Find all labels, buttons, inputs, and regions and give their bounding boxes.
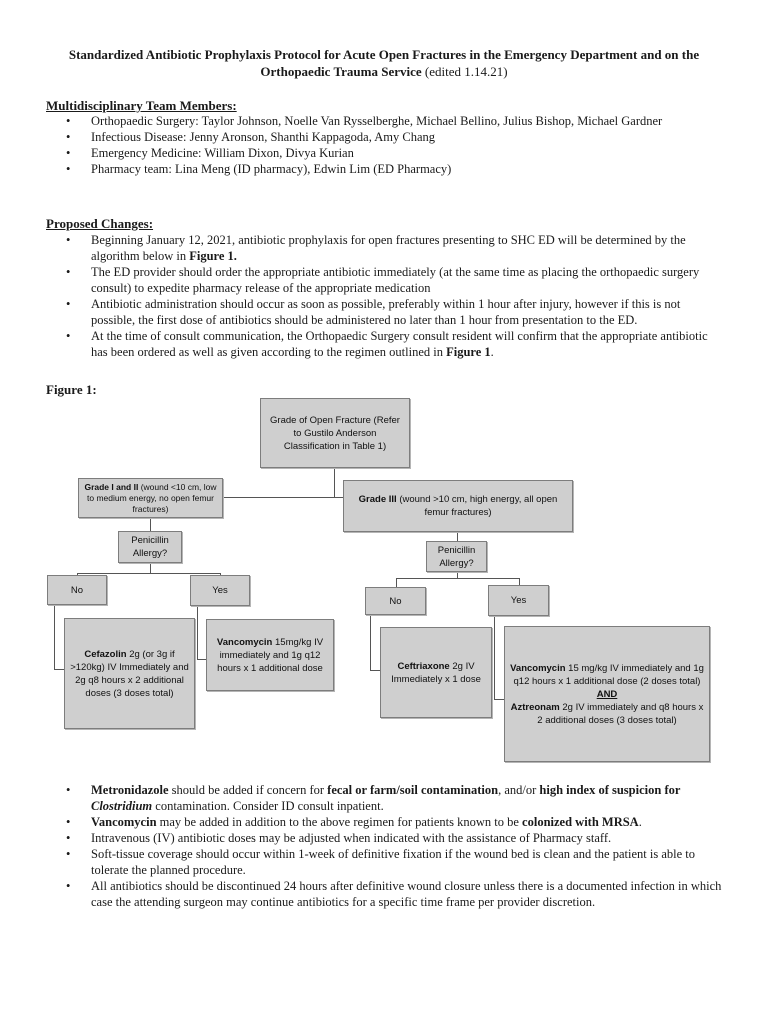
yes-right-box (488, 585, 549, 616)
list-item: • All antibiotics should be discontinued 24 hours after definitive wound closure unless there is a documented infection in which case the attending surgeon may continue antibiotics for a specific time frame per provider discretion. (46, 878, 726, 910)
team-heading: Multidisciplinary Team Members: (46, 98, 237, 113)
text-span: , and/or (498, 783, 540, 797)
emphasis-text: high index of suspicion for (539, 783, 681, 797)
grade-1-2-box (78, 478, 223, 518)
text-span: . (638, 815, 642, 829)
list-item: • Antibiotic administration should occur as soon as possible, preferably within 1 hour after injury, however if this is not possible, the first dose of antibiotics should be administered no later than 1 hour from presentation to the ED. (46, 296, 726, 328)
connector-line (150, 563, 151, 573)
penicillin-allergy-left-box (118, 531, 182, 563)
drug-name: Cefazolin (84, 648, 127, 660)
dosing-text: 2g IV immediately and q8 hours x 2 additional doses (3 doses total) (537, 701, 704, 726)
yes-left-box (190, 575, 250, 606)
figure-reference: Figure 1 (446, 345, 491, 359)
document-title (40, 46, 728, 80)
box-text: Penicillin Allergy? (131, 535, 169, 559)
list-item: • Soft-tissue coverage should occur within 1-week of definitive fixation if the wound bed is clean and the patient is able to tolerate the planned procedure. (46, 846, 726, 878)
grade-3-box (343, 480, 573, 532)
list-item (46, 328, 726, 360)
dosing-text: 2g (or 3g if >120kg) IV Immediately and 2g q8 hours x 2 additional doses (3 doses total) (70, 648, 189, 699)
grade-label: Grade I and II (84, 481, 139, 492)
and-connector: AND (596, 688, 618, 700)
title-edit-date: (edited 1.14.21) (421, 64, 508, 79)
list-item: • Emergency Medicine: William Dixon, Divya Kurian (46, 145, 726, 161)
emphasis-text: colonized with MRSA (522, 815, 639, 829)
title-bold: Standardized Antibiotic Prophylaxis Protocol for Acute Open Fractures in the Emergency Department and on the Orthopaedic Trauma Service (68, 47, 700, 79)
connector-line (54, 669, 64, 670)
dosing-text: 15 mg/kg IV immediately and 1g q12 hours x 1 additional dose (2 doses total) (513, 662, 704, 687)
drug-name: Vancomycin (510, 662, 566, 674)
box-text: Yes (212, 585, 228, 596)
drug-name: Vancomycin (216, 636, 273, 648)
dosing-text: 2g IV Immediately x 1 dose (391, 660, 481, 685)
box-text: Grade of Open Fracture (Refer to Gustilo Anderson Classification in Table 1) (270, 414, 400, 452)
list-item (46, 814, 726, 830)
connector-line (494, 616, 495, 699)
team-list (46, 113, 726, 177)
fracture-grade-root-box (260, 398, 410, 468)
connector-line (494, 699, 504, 700)
box-text: No (70, 584, 84, 596)
vancomycin-grade-1-2-box (206, 619, 334, 691)
box-text: Penicillin Allergy? (437, 544, 476, 569)
connector-line (197, 659, 206, 660)
cefazolin-regimen-box (64, 618, 195, 729)
connector-line (223, 497, 343, 498)
list-item: • Pharmacy team: Lina Meng (ID pharmacy), Edwin Lim (ED Pharmacy) (46, 161, 726, 177)
connector-line (457, 533, 458, 541)
list-item (46, 232, 726, 264)
list-item: • Orthopaedic Surgery: Taylor Johnson, Noelle Van Rysselberghe, Michael Bellino, Julius Bishop, Michael Gardner (46, 113, 726, 129)
text-span: may be added in addition to the above regimen for patients known to be (156, 815, 523, 829)
list-item: • The ED provider should order the appropriate antibiotic immediately (at the same time as placing the orthopaedic surgery consult) to expedite pharmacy release of the appropriate medication (46, 264, 726, 296)
list-item: • Intravenous (IV) antibiotic doses may be adjusted when indicated with the assistance of Pharmacy staff. (46, 830, 726, 846)
no-right-box (365, 587, 426, 615)
drug-name: Ceftriaxone (397, 660, 450, 672)
grade-label: Grade III (358, 494, 397, 505)
drug-name: Aztreonam (510, 701, 560, 713)
ceftriaxone-regimen-box (380, 627, 492, 718)
emphasis-text: fecal or farm/soil contamination (327, 783, 499, 797)
vancomycin-aztreonam-box (504, 626, 710, 762)
changes-list (46, 232, 726, 360)
penicillin-allergy-right-box (426, 541, 487, 572)
connector-line (54, 604, 55, 669)
text-span: . (490, 345, 494, 359)
figure-reference: Figure 1. (189, 249, 237, 263)
figure-label: Figure 1: (46, 382, 97, 397)
connector-line (370, 670, 380, 671)
connector-line (197, 606, 198, 659)
list-item (46, 782, 726, 814)
connector-line (370, 614, 371, 670)
no-left-box (47, 575, 107, 605)
text-span: should be added if concern for (168, 783, 328, 797)
organism-name: Clostridium (91, 799, 153, 813)
connector-line (150, 517, 151, 531)
drug-name: Vancomycin (91, 815, 157, 829)
box-text: No (389, 595, 402, 607)
grade-description: (wound >10 cm, high energy, all open femur fractures) (396, 494, 558, 518)
box-text: Yes (510, 595, 527, 606)
changes-heading: Proposed Changes: (46, 216, 154, 231)
text-span: Beginning January 12, 2021, antibiotic prophylaxis for open fractures presenting to SHC ED will be determined by the algorithm below in (91, 233, 686, 263)
text-span: At the time of consult communication, the Orthopaedic Surgery consult resident will confirm that the appropriate antibiotic has been ordered as well as given according to the regimen outlined in (91, 329, 708, 359)
drug-name: Metronidazole (91, 783, 169, 797)
connector-line (396, 578, 519, 579)
connector-line (334, 467, 335, 497)
grade-description: (wound <10 cm, low to medium energy, no open femur fractures) (87, 481, 217, 514)
notes-list (46, 782, 726, 910)
text-span: contamination. Consider ID consult inpatient. (152, 799, 384, 813)
dosing-text: 15mg/kg IV immediately and 1g q12 hours x 1 additional dose (217, 636, 324, 674)
list-item: • Infectious Disease: Jenny Aronson, Shanthi Kappagoda, Amy Chang (46, 129, 726, 145)
connector-line (77, 573, 220, 574)
